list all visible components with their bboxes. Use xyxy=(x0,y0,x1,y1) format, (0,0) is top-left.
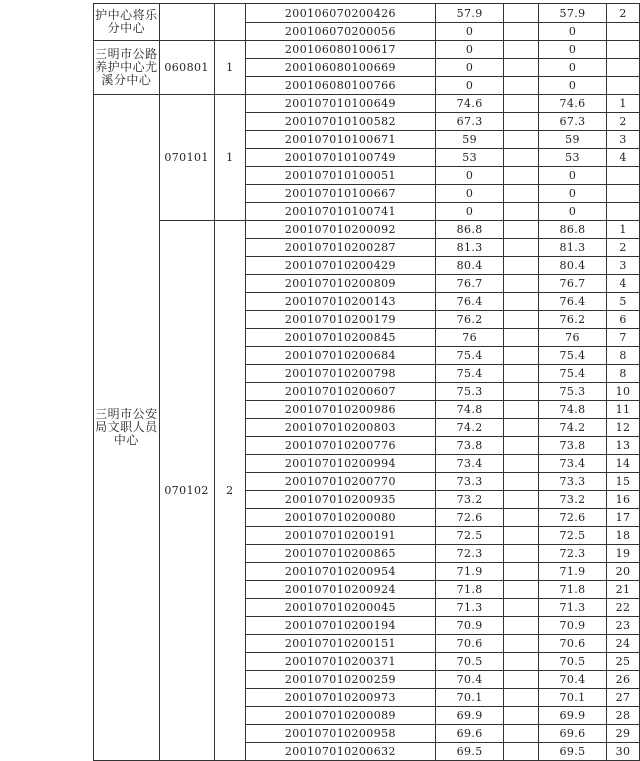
rank-cell: 23 xyxy=(607,617,640,635)
rank-cell: 2 xyxy=(607,4,640,23)
exam-id-cell: 200107010200973 xyxy=(245,689,435,707)
rank-cell xyxy=(607,41,640,59)
written-score-cell: 70.6 xyxy=(436,635,504,653)
total-score-cell: 73.2 xyxy=(539,491,607,509)
rank-cell: 2 xyxy=(607,113,640,131)
blank-cell xyxy=(504,59,539,77)
blank-cell xyxy=(504,653,539,671)
written-score-cell: 81.3 xyxy=(436,239,504,257)
total-score-cell: 70.6 xyxy=(539,635,607,653)
exam-id-cell: 200106080100617 xyxy=(245,41,435,59)
table-row xyxy=(94,95,640,113)
quota-cell: 2 xyxy=(214,221,245,761)
written-score-cell: 0 xyxy=(436,59,504,77)
quota-cell: 1 xyxy=(214,95,245,221)
total-score-cell: 76.7 xyxy=(539,275,607,293)
exam-id-cell: 200107010100051 xyxy=(245,167,435,185)
exam-id-cell: 200107010200194 xyxy=(245,617,435,635)
total-score-cell: 76.2 xyxy=(539,311,607,329)
total-score-cell: 69.5 xyxy=(539,743,607,761)
exam-id-cell: 200107010200607 xyxy=(245,383,435,401)
rank-cell: 15 xyxy=(607,473,640,491)
written-score-cell: 76.7 xyxy=(436,275,504,293)
exam-id-cell: 200107010200684 xyxy=(245,347,435,365)
rank-cell: 20 xyxy=(607,563,640,581)
total-score-cell: 73.4 xyxy=(539,455,607,473)
total-score-cell: 76 xyxy=(539,329,607,347)
blank-cell xyxy=(504,599,539,617)
rank-cell: 13 xyxy=(607,437,640,455)
rank-cell: 29 xyxy=(607,725,640,743)
blank-cell xyxy=(504,437,539,455)
written-score-cell: 0 xyxy=(436,77,504,95)
blank-cell xyxy=(504,365,539,383)
rank-cell: 22 xyxy=(607,599,640,617)
quota-cell xyxy=(214,4,245,41)
written-score-cell: 73.4 xyxy=(436,455,504,473)
blank-cell xyxy=(504,77,539,95)
exam-id-cell: 200107010100582 xyxy=(245,113,435,131)
rank-cell: 30 xyxy=(607,743,640,761)
written-score-cell: 74.2 xyxy=(436,419,504,437)
rank-cell xyxy=(607,185,640,203)
exam-id-cell: 200107010200259 xyxy=(245,671,435,689)
rank-cell xyxy=(607,167,640,185)
written-score-cell: 69.6 xyxy=(436,725,504,743)
exam-id-cell: 200106080100669 xyxy=(245,59,435,77)
blank-cell xyxy=(504,41,539,59)
rank-cell: 1 xyxy=(607,221,640,239)
blank-cell xyxy=(504,743,539,761)
total-score-cell: 73.8 xyxy=(539,437,607,455)
rank-cell: 8 xyxy=(607,365,640,383)
rank-cell: 12 xyxy=(607,419,640,437)
exam-id-cell: 200107010200776 xyxy=(245,437,435,455)
total-score-cell: 0 xyxy=(539,23,607,41)
exam-id-cell: 200107010200429 xyxy=(245,257,435,275)
blank-cell xyxy=(504,617,539,635)
written-score-cell: 0 xyxy=(436,23,504,41)
exam-id-cell: 200107010200958 xyxy=(245,725,435,743)
rank-cell: 6 xyxy=(607,311,640,329)
rank-cell: 4 xyxy=(607,149,640,167)
total-score-cell: 0 xyxy=(539,59,607,77)
total-score-cell: 0 xyxy=(539,185,607,203)
blank-cell xyxy=(504,689,539,707)
exam-id-cell: 200107010100749 xyxy=(245,149,435,167)
blank-cell xyxy=(504,113,539,131)
written-score-cell: 73.8 xyxy=(436,437,504,455)
written-score-cell: 0 xyxy=(436,185,504,203)
total-score-cell: 69.6 xyxy=(539,725,607,743)
written-score-cell: 71.8 xyxy=(436,581,504,599)
blank-cell xyxy=(504,419,539,437)
blank-cell xyxy=(504,4,539,23)
blank-cell xyxy=(504,293,539,311)
blank-cell xyxy=(504,509,539,527)
total-score-cell: 74.6 xyxy=(539,95,607,113)
written-score-cell: 70.1 xyxy=(436,689,504,707)
total-score-cell: 0 xyxy=(539,203,607,221)
total-score-cell: 70.5 xyxy=(539,653,607,671)
table-row xyxy=(94,4,640,23)
blank-cell xyxy=(504,491,539,509)
written-score-cell: 74.8 xyxy=(436,401,504,419)
blank-cell xyxy=(504,275,539,293)
rank-cell: 8 xyxy=(607,347,640,365)
written-score-cell: 0 xyxy=(436,203,504,221)
exam-id-cell: 200107010200191 xyxy=(245,527,435,545)
rank-cell: 1 xyxy=(607,95,640,113)
blank-cell xyxy=(504,671,539,689)
written-score-cell: 59 xyxy=(436,131,504,149)
blank-cell xyxy=(504,131,539,149)
rank-cell xyxy=(607,203,640,221)
exam-id-cell: 200106070200426 xyxy=(245,4,435,23)
blank-cell xyxy=(504,563,539,581)
exam-id-cell: 200107010100671 xyxy=(245,131,435,149)
written-score-cell: 72.3 xyxy=(436,545,504,563)
written-score-cell: 71.9 xyxy=(436,563,504,581)
position-code-cell: 070101 xyxy=(159,95,214,221)
total-score-cell: 80.4 xyxy=(539,257,607,275)
rank-cell: 27 xyxy=(607,689,640,707)
exam-id-cell: 200107010200143 xyxy=(245,293,435,311)
rank-cell: 3 xyxy=(607,257,640,275)
rank-cell xyxy=(607,23,640,41)
total-score-cell: 70.9 xyxy=(539,617,607,635)
rank-cell: 14 xyxy=(607,455,640,473)
written-score-cell: 70.4 xyxy=(436,671,504,689)
rank-cell: 2 xyxy=(607,239,640,257)
total-score-cell: 72.3 xyxy=(539,545,607,563)
exam-id-cell: 200107010200045 xyxy=(245,599,435,617)
blank-cell xyxy=(504,725,539,743)
written-score-cell: 69.9 xyxy=(436,707,504,725)
written-score-cell: 75.4 xyxy=(436,347,504,365)
total-score-cell: 75.3 xyxy=(539,383,607,401)
unit-name-cell: 三明市公路养护中心尤溪分中心 xyxy=(94,41,160,95)
unit-name-cell: 护中心将乐分中心 xyxy=(94,4,160,41)
total-score-cell: 0 xyxy=(539,41,607,59)
total-score-cell: 76.4 xyxy=(539,293,607,311)
rank-cell: 7 xyxy=(607,329,640,347)
written-score-cell: 80.4 xyxy=(436,257,504,275)
blank-cell xyxy=(504,203,539,221)
rank-cell: 16 xyxy=(607,491,640,509)
rank-cell: 18 xyxy=(607,527,640,545)
score-table-body xyxy=(94,4,640,761)
exam-id-cell: 200107010200151 xyxy=(245,635,435,653)
total-score-cell: 81.3 xyxy=(539,239,607,257)
table-row xyxy=(94,221,640,239)
written-score-cell: 76.2 xyxy=(436,311,504,329)
exam-id-cell: 200107010200994 xyxy=(245,455,435,473)
exam-id-cell: 200106070200056 xyxy=(245,23,435,41)
exam-id-cell: 200107010200809 xyxy=(245,275,435,293)
written-score-cell: 53 xyxy=(436,149,504,167)
rank-cell: 17 xyxy=(607,509,640,527)
blank-cell xyxy=(504,473,539,491)
exam-id-cell: 200107010100649 xyxy=(245,95,435,113)
exam-id-cell: 200107010200798 xyxy=(245,365,435,383)
blank-cell xyxy=(504,149,539,167)
blank-cell xyxy=(504,257,539,275)
exam-id-cell: 200106080100766 xyxy=(245,77,435,95)
blank-cell xyxy=(504,239,539,257)
total-score-cell: 74.2 xyxy=(539,419,607,437)
total-score-cell: 59 xyxy=(539,131,607,149)
total-score-cell: 75.4 xyxy=(539,365,607,383)
position-code-cell xyxy=(159,4,214,41)
total-score-cell: 67.3 xyxy=(539,113,607,131)
quota-cell: 1 xyxy=(214,41,245,95)
exam-id-cell: 200107010200845 xyxy=(245,329,435,347)
exam-id-cell: 200107010200080 xyxy=(245,509,435,527)
exam-id-cell: 200107010200632 xyxy=(245,743,435,761)
written-score-cell: 70.5 xyxy=(436,653,504,671)
exam-id-cell: 200107010200287 xyxy=(245,239,435,257)
rank-cell: 10 xyxy=(607,383,640,401)
blank-cell xyxy=(504,527,539,545)
total-score-cell: 71.9 xyxy=(539,563,607,581)
blank-cell xyxy=(504,167,539,185)
total-score-cell: 75.4 xyxy=(539,347,607,365)
rank-cell: 21 xyxy=(607,581,640,599)
total-score-cell: 57.9 xyxy=(539,4,607,23)
total-score-cell: 72.5 xyxy=(539,527,607,545)
total-score-cell: 73.3 xyxy=(539,473,607,491)
rank-cell: 19 xyxy=(607,545,640,563)
blank-cell xyxy=(504,185,539,203)
total-score-cell: 53 xyxy=(539,149,607,167)
written-score-cell: 67.3 xyxy=(436,113,504,131)
blank-cell xyxy=(504,347,539,365)
exam-id-cell: 200107010200371 xyxy=(245,653,435,671)
written-score-cell: 70.9 xyxy=(436,617,504,635)
exam-id-cell: 200107010200954 xyxy=(245,563,435,581)
written-score-cell: 86.8 xyxy=(436,221,504,239)
written-score-cell: 71.3 xyxy=(436,599,504,617)
exam-id-cell: 200107010200865 xyxy=(245,545,435,563)
written-score-cell: 69.5 xyxy=(436,743,504,761)
exam-id-cell: 200107010200179 xyxy=(245,311,435,329)
written-score-cell: 75.3 xyxy=(436,383,504,401)
total-score-cell: 70.1 xyxy=(539,689,607,707)
written-score-cell: 72.5 xyxy=(436,527,504,545)
exam-id-cell: 200107010200935 xyxy=(245,491,435,509)
written-score-cell: 76 xyxy=(436,329,504,347)
score-table xyxy=(93,3,640,761)
blank-cell xyxy=(504,401,539,419)
rank-cell: 25 xyxy=(607,653,640,671)
blank-cell xyxy=(504,329,539,347)
written-score-cell: 57.9 xyxy=(436,4,504,23)
rank-cell: 24 xyxy=(607,635,640,653)
blank-cell xyxy=(504,455,539,473)
blank-cell xyxy=(504,23,539,41)
rank-cell: 11 xyxy=(607,401,640,419)
total-score-cell: 74.8 xyxy=(539,401,607,419)
position-code-cell: 060801 xyxy=(159,41,214,95)
rank-cell: 3 xyxy=(607,131,640,149)
exam-id-cell: 200107010200089 xyxy=(245,707,435,725)
exam-id-cell: 200107010200986 xyxy=(245,401,435,419)
blank-cell xyxy=(504,383,539,401)
total-score-cell: 69.9 xyxy=(539,707,607,725)
total-score-cell: 86.8 xyxy=(539,221,607,239)
blank-cell xyxy=(504,95,539,113)
blank-cell xyxy=(504,545,539,563)
unit-name-cell: 三明市公安局文职人员中心 xyxy=(94,95,160,761)
position-code-cell: 070102 xyxy=(159,221,214,761)
written-score-cell: 75.4 xyxy=(436,365,504,383)
written-score-cell: 0 xyxy=(436,41,504,59)
blank-cell xyxy=(504,707,539,725)
blank-cell xyxy=(504,635,539,653)
rank-cell: 28 xyxy=(607,707,640,725)
total-score-cell: 72.6 xyxy=(539,509,607,527)
table-row xyxy=(94,41,640,59)
rank-cell xyxy=(607,77,640,95)
written-score-cell: 73.3 xyxy=(436,473,504,491)
total-score-cell: 71.3 xyxy=(539,599,607,617)
exam-id-cell: 200107010100741 xyxy=(245,203,435,221)
rank-cell: 4 xyxy=(607,275,640,293)
total-score-cell: 71.8 xyxy=(539,581,607,599)
exam-id-cell: 200107010200924 xyxy=(245,581,435,599)
exam-id-cell: 200107010100667 xyxy=(245,185,435,203)
written-score-cell: 73.2 xyxy=(436,491,504,509)
rank-cell: 26 xyxy=(607,671,640,689)
blank-cell xyxy=(504,311,539,329)
written-score-cell: 0 xyxy=(436,167,504,185)
rank-cell xyxy=(607,59,640,77)
written-score-cell: 74.6 xyxy=(436,95,504,113)
written-score-cell: 72.6 xyxy=(436,509,504,527)
written-score-cell: 76.4 xyxy=(436,293,504,311)
rank-cell: 5 xyxy=(607,293,640,311)
blank-cell xyxy=(504,581,539,599)
exam-id-cell: 200107010200092 xyxy=(245,221,435,239)
blank-cell xyxy=(504,221,539,239)
total-score-cell: 70.4 xyxy=(539,671,607,689)
total-score-cell: 0 xyxy=(539,77,607,95)
exam-id-cell: 200107010200770 xyxy=(245,473,435,491)
total-score-cell: 0 xyxy=(539,167,607,185)
exam-id-cell: 200107010200803 xyxy=(245,419,435,437)
